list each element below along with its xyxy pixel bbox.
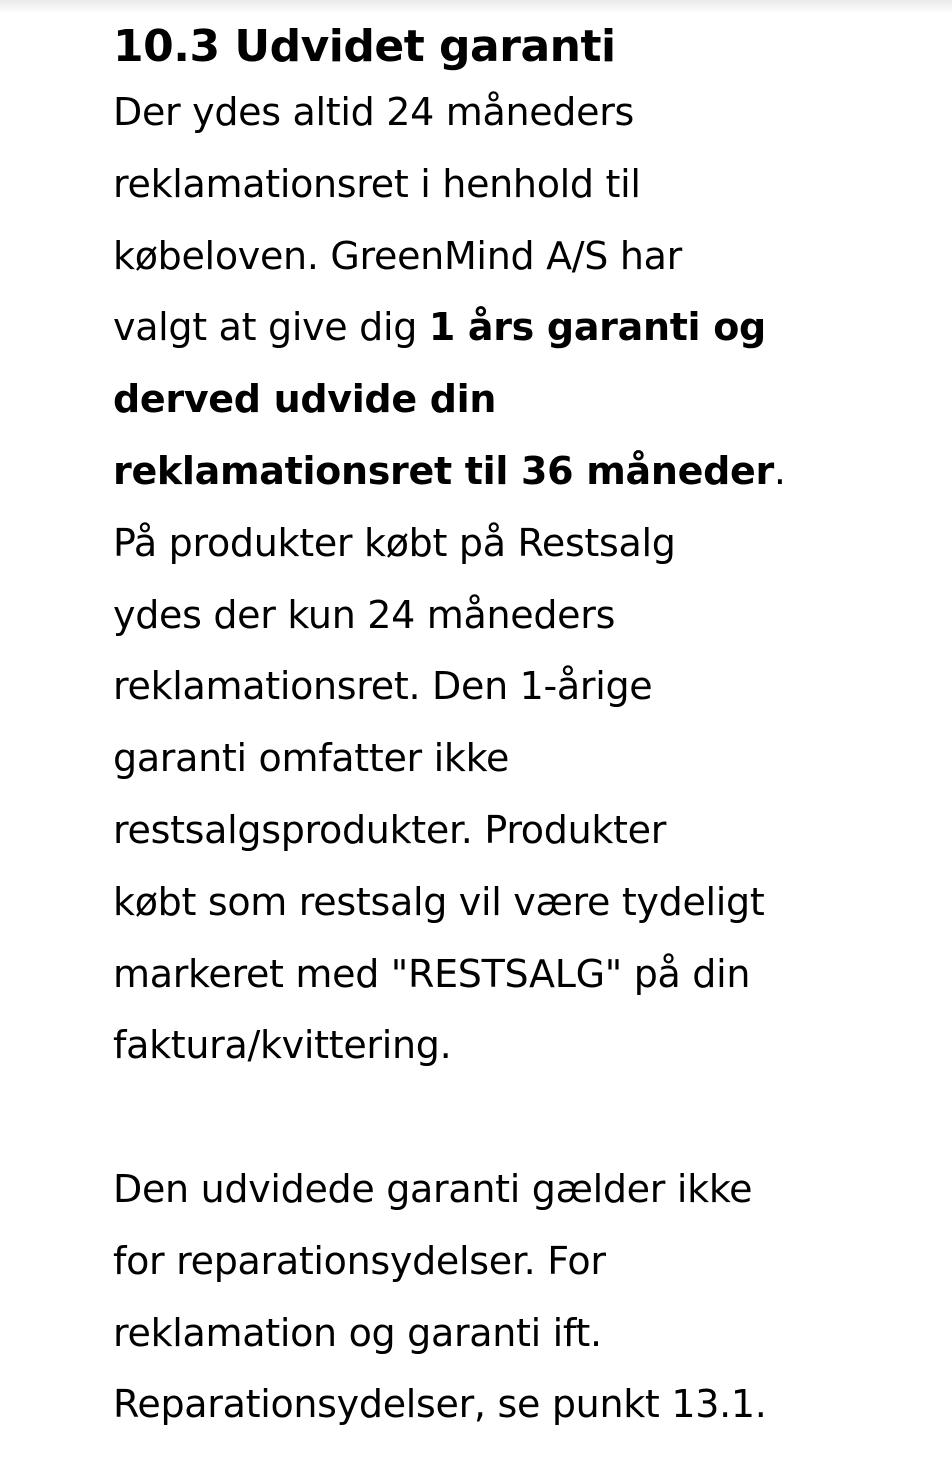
text-line: reklamation og garanti ift. [113,1310,602,1355]
text-line: restsalgsprodukter. Produkter [113,807,667,852]
warranty-paragraph [113,77,873,1082]
text-line: købeloven. GreenMind A/S har [113,233,682,278]
text-line: Der ydes altid 24 måneders [113,90,635,134]
text-segment: . [773,448,786,493]
text-line: markeret med "RESTSALG" på din [113,951,751,996]
bold-text: reklamationsret til 36 måneder [113,448,774,493]
text-line [113,292,873,364]
bold-text-line: derved udvide din [113,377,497,422]
paragraph-spacer [113,1082,873,1154]
text-line: På produkter købt på Restsalg [113,520,676,565]
section-heading: 10.3 Udvidet garanti [113,21,616,72]
bold-text: 1 års garanti og [428,305,766,350]
text-line [113,436,873,508]
text-line: for reparationsydelser. For [113,1238,606,1283]
text-line: Den udvidede garanti gælder ikke [113,1166,753,1211]
text-line: reklamationsret i henhold til [113,161,641,206]
warranty-section [113,17,873,1441]
repair-paragraph [113,1154,873,1441]
text-line: købt som restsalg vil være tydeligt [113,879,765,924]
text-line: faktura/kvittering. [113,1023,452,1068]
text-line: ydes der kun 24 måneders [113,592,616,637]
text-line: garanti omfatter ikke [113,736,510,781]
text-segment: valgt at give dig [113,305,429,350]
text-line: reklamationsret. Den 1-årige [113,664,653,709]
top-shadow [0,0,952,14]
text-line: Reparationsydelser, se punkt 13.1. [113,1382,767,1427]
